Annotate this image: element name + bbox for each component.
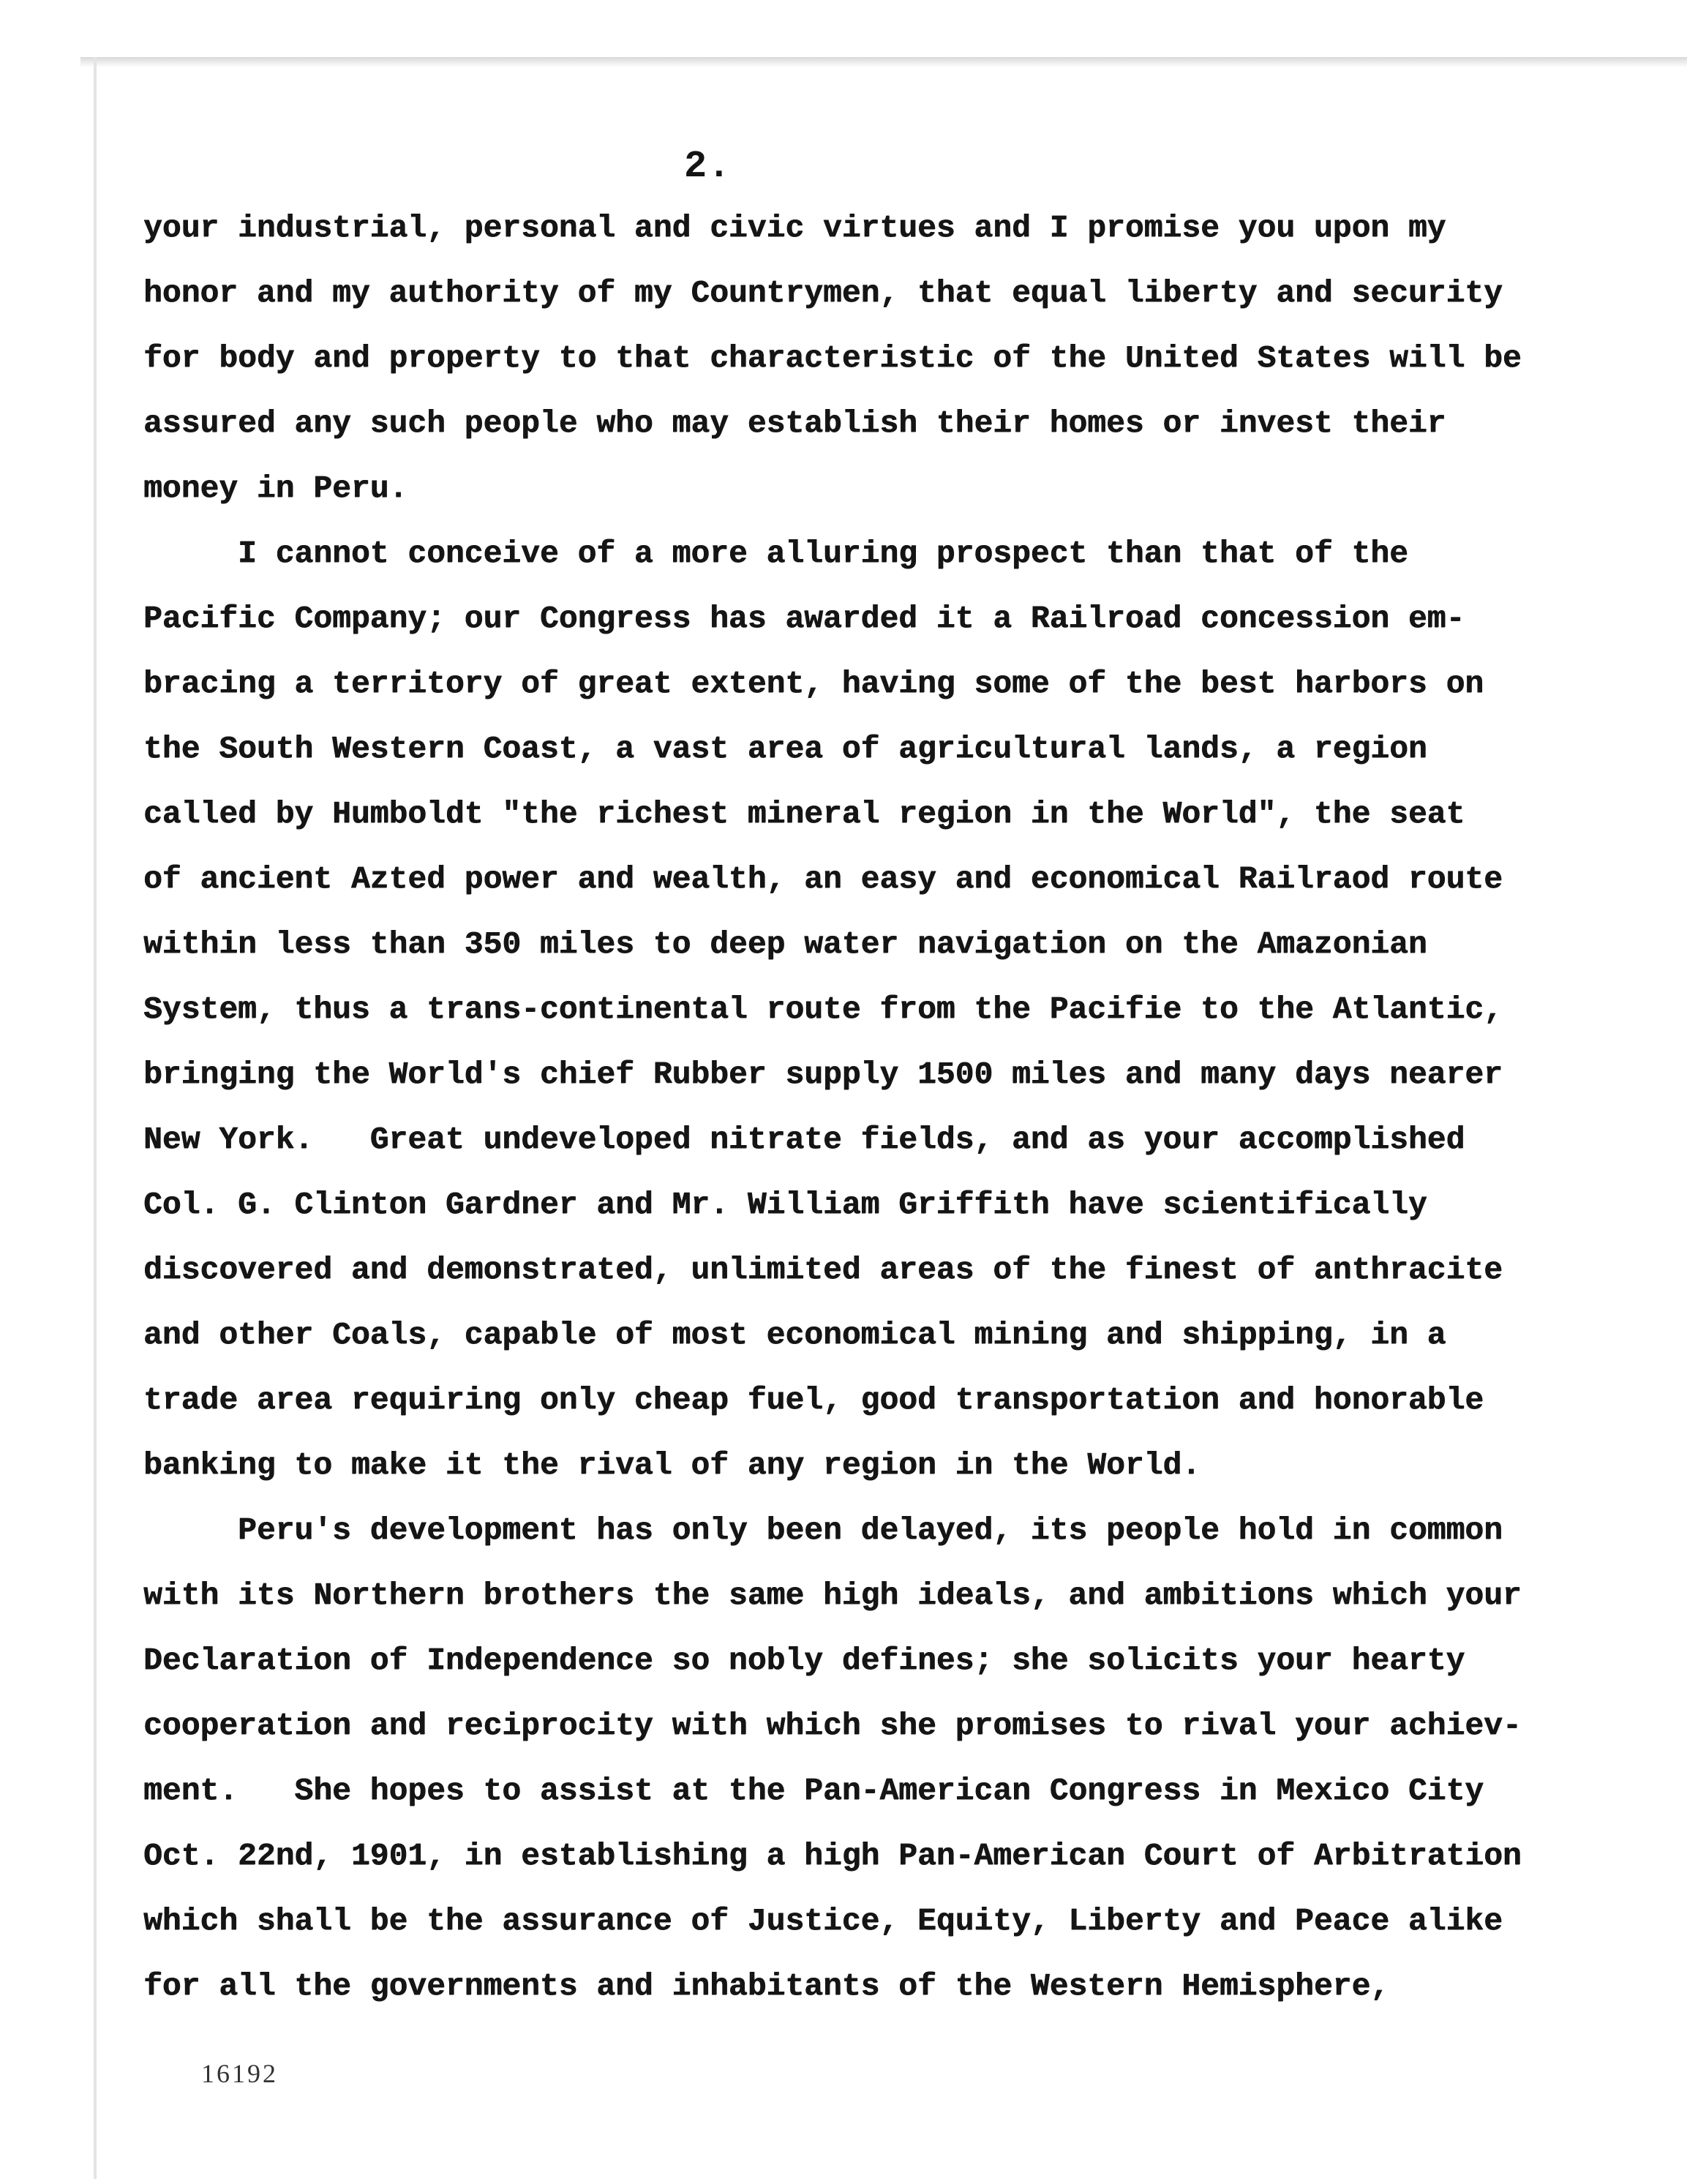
text-line: Pacific Company; our Congress has awarded it a Railroad concession em- xyxy=(143,601,1465,637)
text-line: for all the governments and inhabitants of the Western Hemisphere, xyxy=(143,1968,1390,2004)
text-line: Declaration of Independence so nobly defines; she solicits your hearty xyxy=(143,1643,1465,1678)
text-line: money in Peru. xyxy=(143,470,408,506)
text-line: and other Coals, capable of most economical mining and shipping, in a xyxy=(143,1317,1446,1353)
text-line: System, thus a trans-continental route from the Pacifie to the Atlantic, xyxy=(143,991,1503,1027)
text-line: of ancient Azted power and wealth, an easy and economical Railraod route xyxy=(143,861,1503,897)
text-line: for body and property to that characteristic of the United States will be xyxy=(143,340,1522,376)
text-line: which shall be the assurance of Justice, Equity, Liberty and Peace alike xyxy=(143,1903,1503,1939)
text-line: trade area requiring only cheap fuel, good transportation and honorable xyxy=(143,1382,1484,1418)
text-line: cooperation and reciprocity with which she promises to rival your achiev- xyxy=(143,1708,1522,1744)
text-line: assured any such people who may establish their homes or invest their xyxy=(143,405,1446,441)
page-number: 2. xyxy=(684,145,732,188)
text-line: your industrial, personal and civic virtues and I promise you upon my xyxy=(143,210,1446,246)
text-line: Peru's development has only been delayed, its people hold in common xyxy=(143,1512,1503,1548)
text-line: within less than 350 miles to deep water navigation on the Amazonian xyxy=(143,926,1427,962)
text-line: Oct. 22nd, 1901, in establishing a high Pan-American Court of Arbitration xyxy=(143,1838,1522,1874)
text-line: honor and my authority of my Countrymen, that equal liberty and security xyxy=(143,275,1503,311)
scan-edge-top xyxy=(80,57,1687,67)
text-line: ment. She hopes to assist at the Pan-American Congress in Mexico City xyxy=(143,1773,1484,1809)
text-line: discovered and demonstrated, unlimited areas of the finest of anthracite xyxy=(143,1252,1503,1288)
text-line: New York. Great undeveloped nitrate fields, and as your accomplished xyxy=(143,1122,1465,1157)
text-line: banking to make it the rival of any region in the World. xyxy=(143,1447,1201,1483)
text-line: called by Humboldt "the richest mineral region in the World", the seat xyxy=(143,796,1465,832)
scan-edge-left xyxy=(94,57,97,2179)
text-line: bringing the World's chief Rubber supply 1500 miles and many days nearer xyxy=(143,1057,1503,1092)
document-id: 16192 xyxy=(201,2059,278,2088)
text-line: the South Western Coast, a vast area of agricultural lands, a region xyxy=(143,731,1427,767)
text-line: with its Northern brothers the same high ideals, and ambitions which your xyxy=(143,1577,1522,1613)
text-line: bracing a territory of great extent, having some of the best harbors on xyxy=(143,666,1484,702)
text-line: Col. G. Clinton Gardner and Mr. William Griffith have scientifically xyxy=(143,1187,1427,1223)
text-line: I cannot conceive of a more alluring prospect than that of the xyxy=(143,536,1408,571)
